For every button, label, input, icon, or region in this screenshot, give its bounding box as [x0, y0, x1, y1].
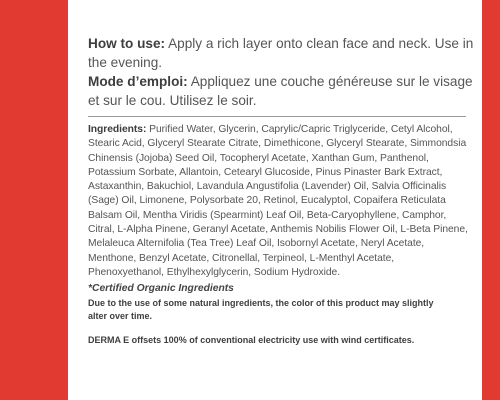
how-to-use-section — [88, 34, 476, 72]
ingredients-section — [88, 123, 468, 280]
wind-energy-note: DERMA E offsets 100% of conventional electricity use with wind certificates. — [88, 335, 415, 346]
mode-emploi-text: Appliquez une couche généreuse sur le visage et sur le cou. Utilisez le soir. — [88, 74, 473, 108]
mode-emploi-section — [88, 72, 476, 110]
section-divider — [88, 116, 466, 117]
ingredients-list: Purified Water, Glycerin, Caprylic/Capric Triglyceride, Cetyl Alcohol, Stearic Acid, Glyceryl Stearate Citrate, Dimethicone, Glyceryl Stearate, Simmondsia Chinensis (Jojoba) Seed Oil, Tocopheryl Acetate, Xanthan Gum, Panthenol, Potassium Sorbate, Allantoin, Cetearyl Glucoside, Pinus Pinaster Bark Extract, Astaxanthin, Bakuchiol, Lavandula Angustifolia (Lavender) Oil, Salvia Officinalis (Sage) Oil, Limonene, Polysorbate 20, Retinol, Eucalyptol, Copaifera Reticulata Balsam Oil, Mentha Viridis (Spearmint) Leaf Oil, Beta-Caryophyllene, Camphor, Citral, L-Alpha Pinene, Geranyl Acetate, Anthemis Nobilis Flower Oil, L-Beta Pinene, Melaleuca Alternifolia (Tea Tree) Leaf Oil, Isobornyl Acetate, Neryl Acetate, Menthone, Benzyl Acetate, Citronellal, Terpineol, L-Menthyl Acetate, Phenoxyethanol, Ethylhexylglycerin, Sodium Hydroxide. — [88, 124, 468, 278]
how-to-use-text: Apply a rich layer onto clean face and neck. Use in the evening. — [88, 36, 474, 70]
label-content — [88, 34, 476, 347]
how-to-use-label: How to use: — [88, 36, 166, 51]
certified-organic-note: *Certified Organic Ingredients — [88, 283, 234, 295]
red-side-band-left — [0, 0, 68, 400]
mode-emploi-label: Mode d’emploi: — [88, 74, 188, 89]
color-variation-note: Due to the use of some natural ingredients, the color of this product may slightly alter over time. — [88, 298, 434, 321]
red-side-band-right — [482, 0, 500, 400]
ingredients-label: Ingredients: — [88, 124, 147, 135]
label-panel — [68, 0, 482, 400]
